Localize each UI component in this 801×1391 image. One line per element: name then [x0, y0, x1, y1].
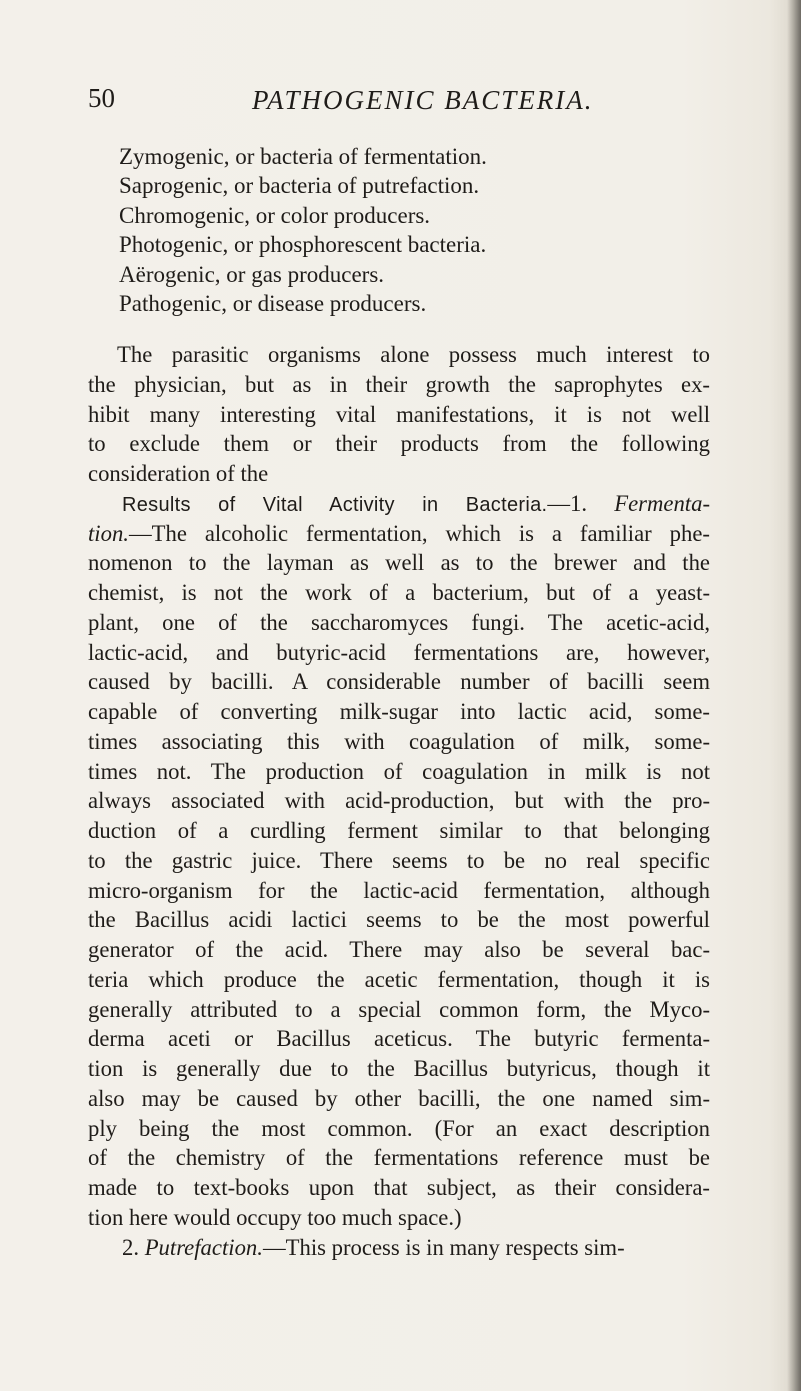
text-line: duction of a curdling ferment similar to that belonging [88, 818, 710, 843]
text-line: always associated with acid-production, but with the pro- [88, 788, 710, 814]
text-line: plant, one of the saccharomyces fungi. The acetic-acid, [88, 609, 710, 635]
text-line: to the gastric juice. There seems to be no real specific [88, 847, 710, 873]
page-edge-shadow [787, 0, 801, 1391]
list-item: Chromogenic, or color producers. [119, 202, 431, 228]
text-line: The parasitic organisms alone possess much interest to [117, 342, 710, 367]
item-number: 2. [122, 1234, 140, 1260]
running-head: PATHOGENIC BACTERIA. [252, 85, 594, 115]
text-line: capable of converting milk-sugar into lactic acid, some- [88, 699, 710, 724]
text-line: tion here would occupy too much space.) [88, 1204, 462, 1230]
page-number: 50 [88, 83, 115, 113]
text-line: micro-organism for the lactic-acid fermentation, although [88, 877, 710, 903]
list-item: Pathogenic, or disease producers. [119, 291, 427, 317]
text-line: the Bacillus acidi lactici seems to be the most powerful [88, 907, 710, 933]
item-title: tion. [88, 520, 129, 546]
section-heading-line [88, 489, 710, 519]
list-item: Zymogenic, or bacteria of fermentation. [119, 144, 487, 169]
item-text: The alcoholic fermentation, which is a familiar phe- [151, 520, 710, 546]
text-line: made to text-books upon that subject, as their considera- [88, 1175, 710, 1200]
text-line: to exclude them or their products from the following [88, 431, 710, 457]
text-line [88, 1233, 710, 1263]
text-line: generally attributed to a special common form, the Myco- [88, 996, 710, 1022]
item-number: —1. [547, 490, 588, 516]
text-line: also may be caused by other bacilli, the one named sim- [88, 1085, 710, 1111]
text-line: times associating this with coagulation of milk, some- [88, 728, 710, 754]
list-item: Saprogenic, or bacteria of putrefaction. [119, 173, 480, 199]
list-item: Aërogenic, or gas producers. [119, 261, 385, 287]
body-text [88, 340, 710, 1262]
text-line: caused by bacilli. A considerable number of bacilli seem [88, 669, 710, 695]
text-line: nomenon to the layman as well as to the brewer and the [88, 550, 710, 576]
section-heading: Results of Vital Activity in Bacteria. [122, 493, 548, 516]
text-line [88, 519, 710, 549]
dash: — [128, 520, 152, 546]
text-line: of the chemistry of the fermentations reference must be [88, 1145, 710, 1171]
text-line: tion is generally due to the Bacillus butyricus, though it [88, 1056, 710, 1081]
text-line: hibit many interesting vital manifestations, it is not well [88, 401, 710, 427]
text-line: consideration of the [88, 461, 269, 486]
text-line: ply being the most common. (For an exact description [88, 1115, 710, 1141]
item-title: Fermenta- [614, 490, 711, 516]
item-text: —This process is in many respects sim- [262, 1234, 625, 1260]
text-line: lactic-acid, and butyric-acid fermentations are, however, [88, 639, 710, 665]
list-item: Photogenic, or phosphorescent bacteria. [119, 232, 487, 258]
text-line: chemist, is not the work of a bacterium, but of a yeast- [88, 580, 710, 605]
item-title: Putrefaction. [144, 1234, 263, 1260]
text-line: derma aceti or Bacillus aceticus. The butyric fermenta- [88, 1026, 710, 1052]
text-line: times not. The production of coagulation in milk is not [88, 758, 710, 784]
text-line: generator of the acid. There may also be several bac- [88, 937, 710, 962]
text-line: teria which produce the acetic fermentation, though it is [88, 966, 710, 992]
text-line: the physician, but as in their growth the saprophytes ex- [88, 371, 710, 397]
classification-list [119, 142, 487, 318]
